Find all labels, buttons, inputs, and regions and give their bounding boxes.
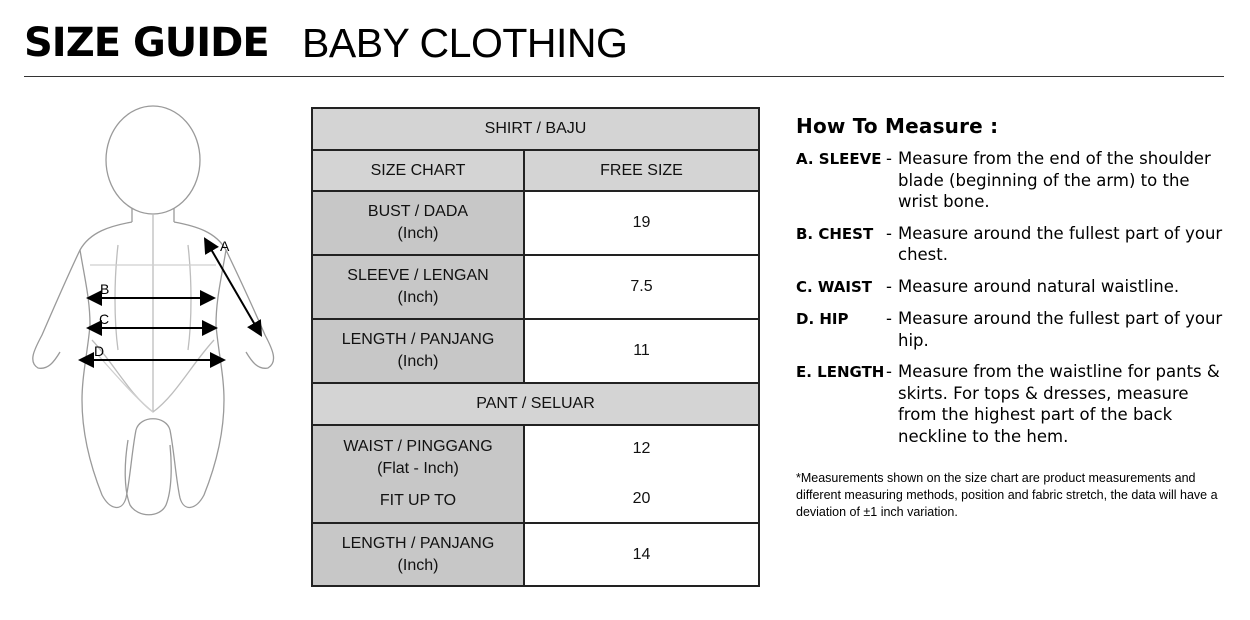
- pant-length-value: 14: [524, 523, 759, 586]
- measure-label: B. CHEST: [796, 224, 874, 243]
- measure-label: D. HIP: [796, 310, 849, 328]
- measure-item-waist: [796, 276, 1226, 299]
- measure-text: Measure around the fullest part of your hip.: [898, 309, 1223, 350]
- row-label: [312, 425, 524, 523]
- measure-text: Measure from the end of the shoulder blade (beginning of the arm) to the wrist bone.: [898, 149, 1211, 211]
- shirt-heading: SHIRT / BAJU: [312, 108, 759, 150]
- measure-item-hip: [796, 308, 1226, 351]
- figure-label-a: A: [220, 238, 230, 254]
- table-row: [312, 523, 759, 586]
- fit-up-to-label: FIT UP TO: [379, 492, 457, 509]
- row-label: [312, 255, 524, 319]
- waist-label: WAIST / PINGGANG: [343, 438, 493, 455]
- header-divider: [24, 76, 1224, 77]
- sleeve-label: SLEEVE / LENGAN: [347, 267, 489, 284]
- sleeve-value: 7.5: [524, 255, 759, 319]
- row-label: [312, 319, 524, 383]
- measurement-note: *Measurements shown on the size chart are product measurements and different measuring methods, position and fabric stretch, the data will have a deviation of ±1 inch variation.: [796, 471, 1218, 519]
- measure-label: A. SLEEVE: [796, 150, 882, 168]
- row-label: [312, 191, 524, 255]
- measure-label: E. LENGTH: [796, 363, 885, 381]
- measure-dash: -: [886, 362, 892, 381]
- free-size-header: FREE SIZE: [524, 150, 759, 191]
- how-to-measure-section: [796, 114, 1226, 457]
- row-label: [312, 523, 524, 586]
- measure-dash: -: [886, 149, 892, 168]
- shirt-length-value: 11: [524, 319, 759, 383]
- measure-item-sleeve: [796, 148, 1226, 213]
- pant-length-label: LENGTH / PANJANG: [341, 534, 495, 552]
- measure-text: Measure around the fullest part of your chest.: [898, 223, 1223, 264]
- figure-label-d: D: [94, 343, 105, 359]
- table-row: [312, 191, 759, 255]
- measure-dash: -: [886, 276, 892, 296]
- measure-item-chest: [796, 223, 1226, 266]
- measure-label: C. WAIST: [796, 277, 873, 296]
- pant-length-unit: (Inch): [397, 556, 439, 574]
- title-size-guide: SIZE GUIDE: [24, 20, 269, 66]
- bust-label: BUST / DADA: [367, 203, 469, 220]
- waist-values: [524, 425, 759, 523]
- baby-body-outline-icon: [20, 100, 285, 520]
- title-baby-clothing: BABY CLOTHING: [302, 20, 628, 66]
- waist-value: 12: [632, 440, 651, 457]
- size-chart-table: [311, 107, 760, 587]
- table-row: [312, 425, 759, 523]
- table-row: [312, 255, 759, 319]
- figure-label-b: B: [100, 281, 110, 297]
- how-to-measure-title: How To Measure :: [796, 114, 999, 138]
- measure-dash: -: [886, 309, 892, 328]
- measure-text: Measure from the waistline for pants & skirts. For tops & dresses, measure from the highest part of the back neckline to the hem.: [898, 362, 1220, 446]
- figure-label-c: C: [99, 311, 110, 327]
- fit-up-to-value: 20: [632, 490, 651, 507]
- waist-unit: (Flat - Inch): [377, 460, 459, 477]
- shirt-length-label: LENGTH / PANJANG: [341, 331, 495, 348]
- bust-value: 19: [524, 191, 759, 255]
- table-row: [312, 319, 759, 383]
- measure-text: Measure around natural waistline.: [898, 276, 1180, 296]
- size-chart-header: SIZE CHART: [312, 150, 524, 191]
- measure-dash: -: [886, 223, 892, 243]
- pant-heading: PANT / SELUAR: [312, 383, 759, 425]
- sleeve-unit: (Inch): [397, 289, 439, 306]
- bust-unit: (Inch): [397, 225, 439, 242]
- measure-item-length: [796, 361, 1226, 447]
- shirt-length-unit: (Inch): [397, 353, 439, 370]
